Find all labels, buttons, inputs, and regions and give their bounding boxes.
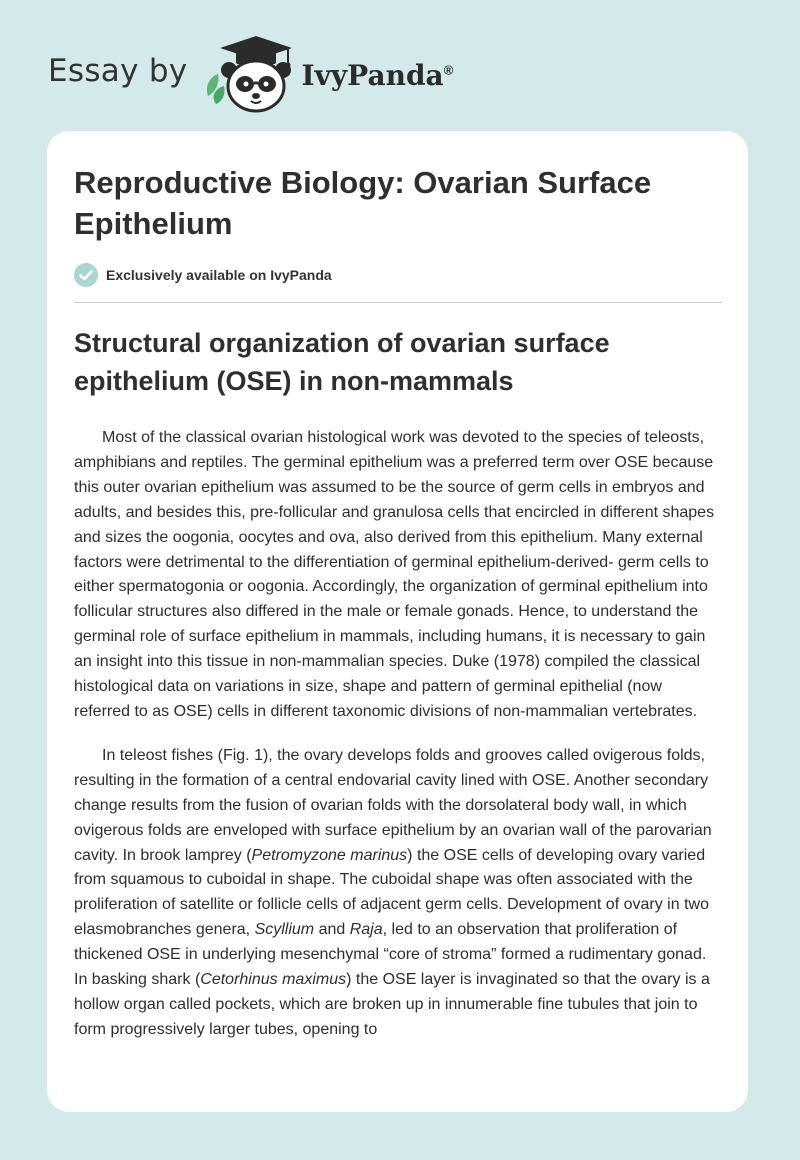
brand-logo[interactable] — [48, 34, 453, 114]
species-name: Scyllium — [254, 921, 315, 939]
exclusive-badge — [74, 263, 332, 287]
page-title: Reproductive Biology: Ovarian Surface Epithelium — [74, 165, 652, 241]
panda-graduate-icon — [202, 34, 298, 114]
check-icon — [74, 263, 98, 287]
species-name: Cetorhinus maximus — [200, 971, 347, 989]
paragraph: In teleost fishes (Fig. 1), the ovary develops folds and grooves called ovigerous folds, resulting in the formation of a central endovarial cavity lined with OSE. Another secondary change results from the fusion of ovarian folds with the dorsolateral body wall, in which ovigerous folds are enveloped with surface epithelium by an ovarian wall of the parovarian cavity. In brook lamprey (Petromyzone marinus) the OSE cells of developing ovary varied from squamous to cuboidal in shape. The cuboidal shape was often associated with the proliferation of satellite or follicle cells of adjacent germ cells. Development of ovary in two elasmobranches genera, Scyllium and Raja, led to an observation that proliferation of thickened OSE in underlying mesenchymal “core of stroma” formed a rudimentary gonad. In basking shark (Cetorhinus maximus) the OSE layer is invaginated so that the ovary is a hollow organ called pockets, which are broken up in innumerable fine tubules that join to form progressively larger tubes, opening to — [74, 746, 712, 1038]
article-card — [47, 131, 748, 1112]
badge-label: Exclusively available on IvyPanda — [106, 267, 332, 283]
article-body — [74, 426, 722, 1062]
species-name: Raja — [349, 921, 383, 939]
divider — [74, 302, 722, 303]
species-name: Petromyzone marinus — [251, 846, 408, 864]
brand-name: IvyPanda® — [301, 58, 454, 92]
brand-prefix: Essay by — [48, 53, 188, 89]
section-heading: Structural organization of ovarian surface epithelium (OSE) in non-mammals — [74, 328, 610, 396]
paragraph: Most of the classical ovarian histological work was devoted to the species of teleosts, amphibians and reptiles. The germinal epithelium was a preferred term over OSE because this outer ovarian epithelium was assumed to be the source of germ cells in embryos and adults, and besides this, pre-follicular and granulosa cells that encircled in different shapes and sizes the oogonia, oocytes and ova, also derived from this epithelium. Many external factors were detrimental to the differentiation of germinal epithelium-derived- germ cells to either spermatogonia or oogonia. Accordingly, the organization of germinal epithelium into follicular structures also differed in the male or female gonads. Hence, to understand the germinal role of surface epithelium in mammals, including humans, it is necessary to gain an insight into this tissue in non-mammalian species. Duke (1978) compiled the classical histological data on variations in size, shape and pattern of germinal epithelial (now referred to as OSE) cells in different taxonomic divisions of non-mammalian vertebrates. — [74, 429, 715, 720]
